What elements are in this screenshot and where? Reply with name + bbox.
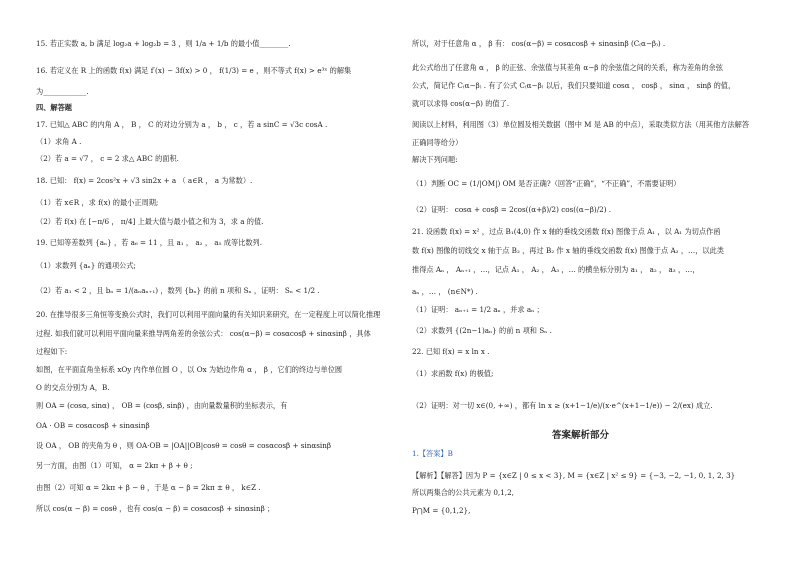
right-text-line: （2）证明： cosα + cosβ = 2cos((α+β)/2) cos((α−β)/2) . — [412, 205, 612, 214]
right-text-line: 所以两集合的公共元素为 0,1,2, — [412, 488, 514, 497]
left-text-line: 四、解答题 — [36, 103, 72, 112]
left-text-line: 由图（2）可知 α = 2kπ + β − θ ，于是 α − β = 2kπ ± θ ， k∈Z . — [36, 483, 261, 492]
left-text-line: （2）若 f(x) 在 [−π/6 ， π/4] 上最大值与最小值之和为 3，求 a 的值. — [36, 217, 264, 226]
right-text-line: 【解析】【解答】因为 P = {x∈Z | 0 ≤ x < 3}, M = {x∈Z | x² ≤ 9} = {−3, −2, −1, 0, 1, 2, 3} — [412, 471, 736, 480]
right-text-line: （2）证明：对一切 x∈(0, +∞) ，都有 ln x ≥ (x+1−1/e)/(x·e^(x+1−1/e)) − 2/(ex) 成立. — [412, 401, 713, 410]
left-text-line: 所以 cos(α − β) = cosθ ，也有 cos(α − β) = cosαcosβ + sinαsinβ ； — [36, 504, 275, 513]
right-text-line: 解决下列问题: — [412, 155, 458, 164]
right-text-line: 数 f(x) 图像的切线交 x 轴于点 B₂ ，再过 B₂ 作 x 轴的垂线交函数 f(x) 图像于点 A₂ ，…，以此类 — [412, 246, 724, 255]
left-text-line: 19. 已知等差数列 {aₙ} ，若 a₆ = 11 ，且 a₁ ， a₂ ， a₅ 成等比数列. — [36, 238, 262, 247]
right-text-line: （1）求函数 f(x) 的极值; — [412, 369, 494, 378]
right-text-line: 就可以求得 cos(α−β) 的值了. — [412, 99, 510, 108]
left-text-line: 过程. 如我们就可以利用平面向量来推导两角差的余弦公式： cos(α−β) = cosαcosβ + sinαsinβ ，具体 — [36, 329, 371, 338]
left-text-line: （2）若 a₁ < 2 ，且 bₙ = 1/(aₙaₙ₊₁) ，数列 {bₙ} 的前 n 项和 Sₙ ，证明： Sₙ < 1/2 . — [36, 286, 320, 295]
right-text-line: 公式，简记作 C₍α−β₎ . 有了公式 C₍α−β₎ 以后，我们只要知道 cosα ， cosβ ， sinα ， sinβ 的值， — [412, 81, 736, 90]
right-text-line: （1）判断 OC = (1/|OM|) OM 是否正确?（回答“正确”，“不正确”，不需要证明） — [412, 179, 681, 188]
left-text-line: 17. 已知△ ABC 的内角 A ， B ， C 的对边分别为 a ， b ， c ，若 a sinC = √3c cosA . — [36, 120, 328, 129]
left-text-line: （1）若 x∈R ，求 f(x) 的最小正周期; — [36, 198, 159, 207]
right-text-line: 此公式给出了任意角 α ， β 的正弦、余弦值与其差角 α−β 的余弦值之间的关系，称为差角的余弦 — [412, 63, 723, 72]
left-text-line: 16. 若定义在 R 上的函数 f(x) 满足 f′(x) − 3f(x) > 0 ， f(1/3) = e ，则不等式 f(x) > e³ˣ 的解集 — [36, 66, 352, 75]
left-text-line: 过程如下: — [36, 347, 68, 356]
left-text-line: 为____________. — [36, 87, 89, 96]
left-text-line: 设 OA ， OB 的夹角为 θ ，则 OA·OB = |OA||OB|cosθ = cosθ = cosαcosβ + sinαsinβ — [36, 441, 332, 450]
right-text-line: aₙ ，… ， (n∈N*) . — [412, 287, 478, 296]
right-text-line: 21. 设函数 f(x) = x² ，过点 B₁(4,0) 作 x 轴的垂线交函数 f(x) 图像于点 A₁ ，以 A₁ 为切点作函 — [412, 227, 721, 236]
right-text-line: （2）求数列 {(2n−1)aₙ} 的前 n 项和 Sₙ . — [412, 326, 552, 335]
right-text-line: 阅读以上材料，利用图（3）单位圆及相关数据（图中 M 是 AB 的中点），采取类似方法（用其他方法解答 — [412, 120, 750, 129]
left-text-line: 如图，在平面直角坐标系 xOy 内作单位圆 O ，以 Ox 为始边作角 α ， β ，它们的终边与单位圆 — [36, 365, 343, 374]
left-text-line: （1）求角 A . — [36, 137, 82, 146]
left-text-line: 20. 在推导很多三角恒等变换公式时，我们可以利用平面向量的有关知识来研究，在一定程度上可以简化推理 — [36, 310, 381, 319]
left-text-line: （1）求数列 {aₙ} 的通项公式; — [36, 261, 136, 270]
left-text-line: OA · OB = cosαcosβ + sinαsinβ — [36, 421, 150, 430]
right-text-line: 1.【答案】B — [412, 449, 453, 458]
right-text-line: 22. 已知 f(x) = x ln x . — [412, 347, 490, 356]
right-text-line: P⋂M = {0,1,2}, — [412, 506, 471, 515]
left-text-line: 15. 若正实数 a, b 满足 log₂a + log₂b = 3 ，则 1/a + 1/b 的最小值________. — [36, 39, 291, 48]
right-text-line: 答案解析部分 — [552, 430, 610, 441]
right-text-line: （1）证明： aₙ₊₁ = 1/2 aₙ ，并求 aₙ ； — [412, 305, 544, 314]
right-text-line: 所以，对于任意角 α ， β 有： cos(α−β) = cosαcosβ + sinαsinβ (C₍α−β₎) . — [412, 39, 666, 48]
right-text-line: 推得点 Aₙ ， Aₙ₊₁ ，…，记点 A₁ ， A₂ ， A₃ ，… 的横坐标分别为 a₁ ， a₂ ， a₃ ，…， — [412, 265, 700, 274]
left-text-line: 另一方面，由图（1）可知， α = 2kπ + β + θ ; — [36, 461, 193, 470]
left-text-line: 18. 已知： f(x) = 2cos²x + √3 sin2x + a （ a∈R ， a 为常数）. — [36, 176, 253, 185]
left-text-line: O 的交点分别为 A，B. — [36, 383, 110, 392]
left-text-line: （2）若 a = √7 ， c = 2 求△ ABC 的面积. — [36, 154, 179, 163]
right-text-line: 正确同等给分） — [412, 138, 463, 147]
left-text-line: 则 OA = (cosα, sinα) ， OB = (cosβ, sinβ) ，由向量数量积的坐标表示，有 — [36, 401, 288, 410]
